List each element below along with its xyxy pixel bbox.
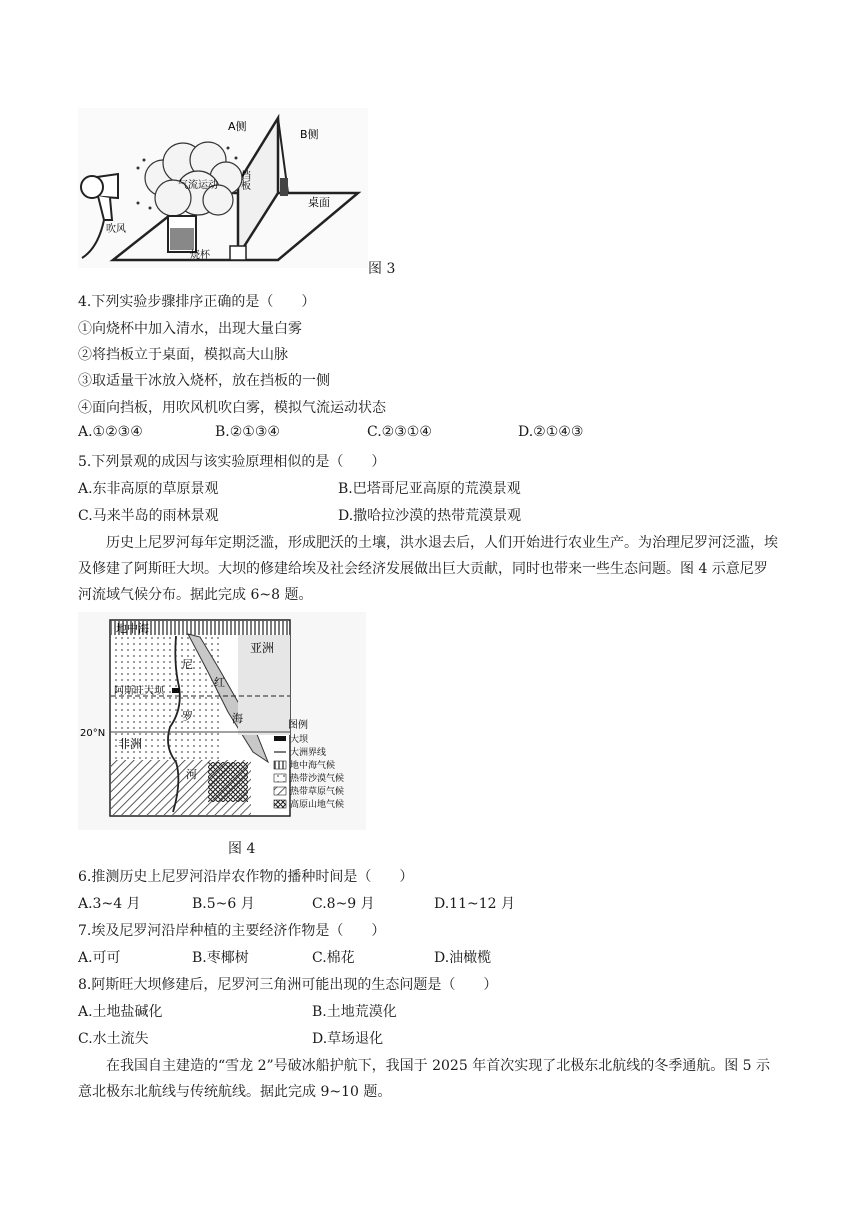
q7-option-b[interactable]: B.枣椰树 — [192, 950, 249, 966]
figure-3-drawing — [78, 108, 368, 268]
figure-3-experiment — [78, 108, 368, 268]
map-label-20n: 20°N — [80, 728, 106, 739]
map-label-hai: 海 — [232, 712, 243, 725]
map-label-asia: 亚洲 — [250, 641, 275, 655]
figure-3-caption: 图 3 — [368, 261, 396, 277]
q4-step-1: ①向烧杯中加入清水，出现大量白雾 — [78, 321, 302, 337]
question-6-stem: 6.推测历史上尼罗河沿岸农作物的播种时间是（ ） — [78, 869, 414, 885]
legend-title: 图例 — [288, 720, 308, 731]
q5-option-c[interactable]: C.马来半岛的雨林景观 — [78, 508, 219, 524]
map-label-ni: 尼 — [182, 658, 193, 671]
question-5-stem: 5.下列景观的成因与该实验原理相似的是（ ） — [78, 454, 386, 470]
legend-desert: 热带沙漠气候 — [290, 774, 345, 784]
q4-option-a[interactable]: A.①②③④ — [78, 424, 143, 440]
passage-arctic-route: 在我国自主建造的“雪龙 2”号破冰船护航下，我国于 2025 年首次实现了北极东北航线的冬季通航。图 5 示意北极东北航线与传统航线。据此完成 9~10 题。 — [78, 1058, 771, 1100]
label-airflow: 气流运动 — [178, 180, 218, 191]
legend-dam: 大坝 — [290, 735, 309, 745]
q4-option-d[interactable]: D.②①④③ — [518, 424, 584, 440]
q6-option-c[interactable]: C.8~9 月 — [312, 896, 375, 912]
q4-step-3: ③取适量干冰放入烧杯，放在挡板的一侧 — [78, 373, 330, 389]
label-baffle: 挡板 — [238, 170, 250, 190]
label-blow: 吹风 — [106, 224, 126, 235]
label-beaker: 烧杯 — [190, 250, 210, 261]
passage-nile: 历史上尼罗河每年定期泛滥，形成肥沃的土壤，洪水退去后，人们开始进行农业生产。为治理尼罗河泛滥，埃及修建了阿斯旺大坝。大坝的修建给埃及社会经济发展做出巨大贡献，同时也带来一些生态问题。图 4 示意尼罗河流域气候分布。据此完成 6~8 题。 — [78, 535, 778, 603]
q8-option-c[interactable]: C.水土流失 — [78, 1031, 149, 1047]
q7-option-c[interactable]: C.棉花 — [312, 950, 355, 966]
q4-step-4: ④面向挡板，用吹风机吹白雾，模拟气流运动状态 — [78, 400, 386, 416]
q8-option-a[interactable]: A.土地盐碱化 — [78, 1004, 163, 1020]
question-7-stem: 7.埃及尼罗河沿岸种植的主要经济作物是（ ） — [78, 923, 386, 939]
q4-option-c[interactable]: C.②③①④ — [367, 424, 432, 440]
q5-option-d[interactable]: D.撒哈拉沙漠的热带荒漠景观 — [338, 508, 522, 524]
map-label-he: 河 — [186, 768, 197, 781]
figure-4-map — [78, 612, 366, 830]
q5-option-b[interactable]: B.巴塔哥尼亚高原的荒漠景观 — [338, 481, 521, 497]
q6-option-b[interactable]: B.5~6 月 — [192, 896, 255, 912]
map-label-africa: 非洲 — [118, 737, 143, 751]
q4-option-b[interactable]: B.②①③④ — [215, 424, 280, 440]
q6-option-a[interactable]: A.3~4 月 — [78, 896, 141, 912]
legend-mediterranean: 地中海气候 — [290, 761, 336, 771]
question-4-stem: 4.下列实验步骤排序正确的是（ ） — [78, 294, 316, 310]
q7-option-d[interactable]: D.油橄榄 — [434, 950, 492, 966]
q8-option-b[interactable]: B.土地荒漠化 — [312, 1004, 397, 1020]
label-side-a: A侧 — [228, 120, 247, 133]
dam-marker-icon — [172, 688, 180, 693]
legend-savanna: 热带草原气候 — [290, 787, 345, 797]
map-label-dam: 阿斯旺大坝 — [114, 686, 164, 697]
question-8-stem: 8.阿斯旺大坝修建后，尼罗河三角洲可能出现的生态问题是（ ） — [78, 977, 498, 993]
label-side-b: B侧 — [300, 128, 319, 141]
q6-option-d[interactable]: D.11~12 月 — [434, 896, 515, 912]
label-desk: 桌面 — [308, 196, 330, 209]
legend-continent-border: 大洲界线 — [290, 748, 327, 758]
q5-option-a[interactable]: A.东非高原的草原景观 — [78, 481, 219, 497]
map-label-luo: 罗 — [182, 710, 193, 723]
q7-option-a[interactable]: A.可可 — [78, 950, 121, 966]
highland-climate-area — [208, 762, 248, 802]
q4-step-2: ②将挡板立于桌面，模拟高大山脉 — [78, 347, 288, 363]
figure-4-drawing — [78, 612, 366, 830]
q8-option-d[interactable]: D.草场退化 — [312, 1031, 384, 1047]
legend-highland: 高原山地气候 — [290, 800, 345, 810]
figure-4-caption: 图 4 — [228, 841, 256, 857]
map-label-mediterranean: 地中海 — [116, 622, 149, 635]
map-label-hong: 红 — [214, 676, 225, 689]
